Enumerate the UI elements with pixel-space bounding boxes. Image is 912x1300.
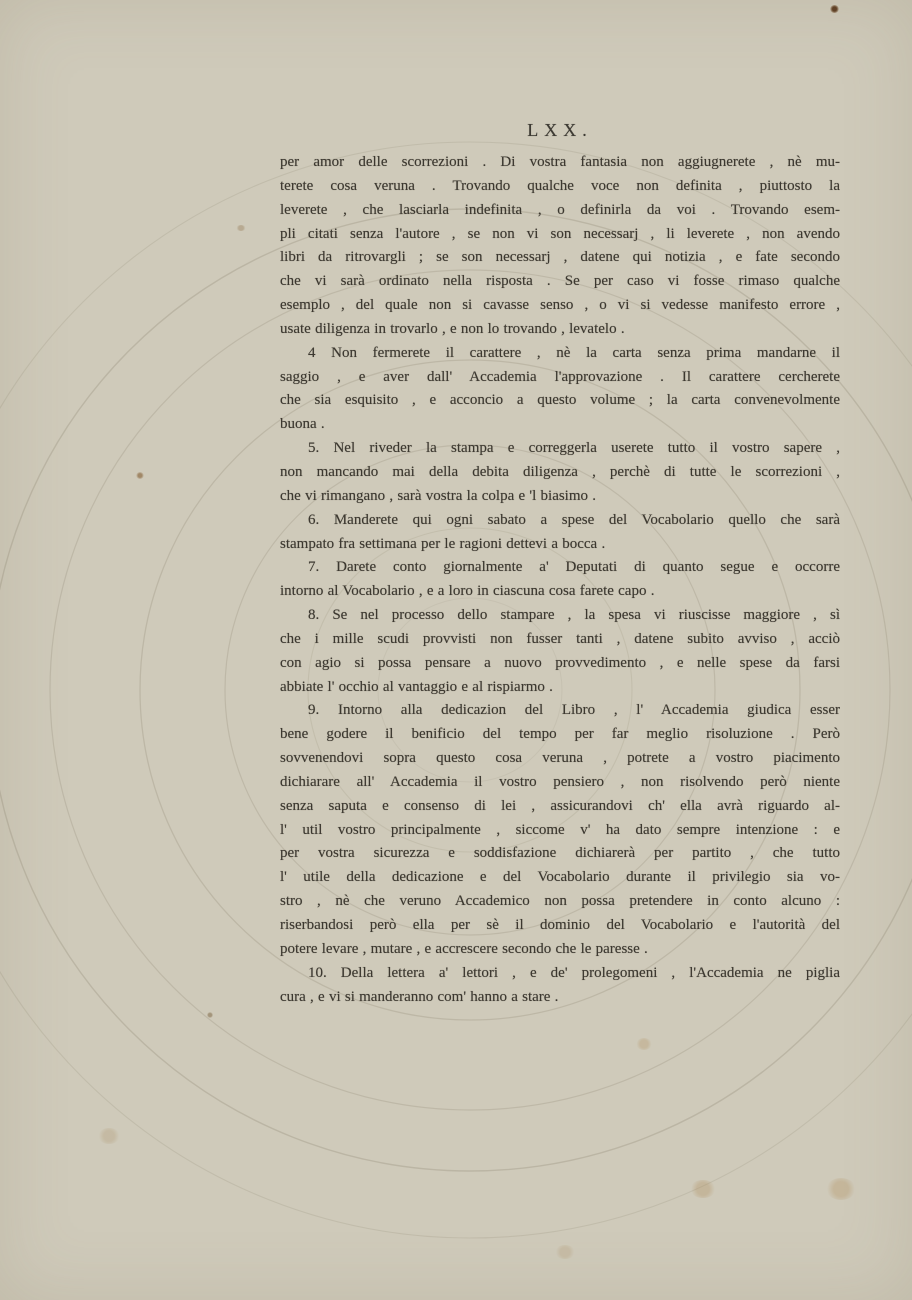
text-line: che sia esquisito , e acconcio a questo volume ; la carta convenevolmente — [280, 392, 840, 409]
text-line: abbiate l' occhio al vantaggio e al rispiarmo . — [280, 678, 553, 695]
text-line: l' util vostro principalmente , siccome v' ha dato sempre intenzione : e — [280, 821, 840, 838]
text-line: che vi sarà ordinato nella risposta . Se per caso vi fosse rimaso qualche — [280, 273, 840, 290]
text-line: intorno al Vocabolario , e a loro in ciascuna cosa farete capo . — [280, 583, 655, 600]
text-line: usate diligenza in trovarlo , e non lo trovando , levatelo . — [280, 320, 625, 337]
text-line: non mancando mai della debita diligenza , perchè di tutte le scorrezioni , — [280, 463, 840, 480]
text-line: saggio , e aver dall' Accademia l'approvazione . Il carattere cercherete — [280, 368, 840, 385]
text-line: leverete , che lasciarla indefinita , o definirla da voi . Trovando esem- — [280, 201, 840, 218]
paragraph — [280, 556, 840, 604]
text-line: che vi rimangano , sarà vostra la colpa e 'l biasimo . — [280, 487, 597, 504]
paragraph — [280, 604, 840, 699]
text-line: esemplo , del quale non si cavasse senso , o vi si vedesse manifesto errore , — [280, 297, 840, 314]
paragraph — [280, 342, 840, 437]
text-line: per vostra sicurezza e soddisfazione dichiarerà per partito , che tutto — [280, 845, 840, 862]
text-line: 7. Darete conto giornalmente a' Deputati di quanto segue e occorre — [308, 559, 840, 576]
text-line: per amor delle scorrezioni . Di vostra fantasia non aggiugnerete , nè mu- — [280, 154, 840, 170]
text-line: 8. Se nel processo dello stampare , la spesa vi riuscisse maggiore , sì — [308, 607, 840, 624]
text-line: senza saputa e consenso di lei , assicurandovi ch' ella avrà riguardo al- — [280, 797, 840, 814]
paragraph — [280, 699, 840, 961]
text-line: libri da ritrovargli ; se son necessarj , datene qui notizia , e fate secondo — [280, 249, 840, 266]
page-number: LXX. — [527, 120, 593, 140]
paragraph — [280, 509, 840, 557]
text-line: stro , nè che veruno Accademico non possa pretendere in conto alcuno : — [280, 893, 840, 910]
text-line: potere levare , mutare , e accrescere secondo che le paresse . — [280, 940, 648, 957]
text-line: con agio si possa pensare a nuovo provvedimento , e nelle spese da farsi — [280, 654, 840, 671]
text-line: sovvenendovi sopra questo cosa veruna , potrete a vostro piacimento — [280, 750, 840, 767]
paragraph — [280, 437, 840, 509]
text-block — [280, 151, 840, 1009]
paragraph — [280, 962, 840, 1010]
text-line: stampato fra settimana per le ragioni dettevi a bocca . — [280, 535, 606, 552]
text-line: riserbandosi però ella per sè il dominio del Vocabolario e l'autorità del — [280, 917, 840, 933]
text-line: pli citati senza l'autore , se non vi son necessarj , li leverete , non avendo — [280, 225, 840, 242]
text-line: buona . — [280, 416, 325, 433]
text-line: l' utile della dedicazione e del Vocabolario durante il privilegio sia vo- — [280, 869, 840, 886]
text-line: bene godere il benificio del tempo per far meglio risoluzione . Però — [280, 726, 840, 743]
text-line: cura , e vi si manderanno com' hanno a stare . — [280, 988, 559, 1005]
text-line: 5. Nel riveder la stampa e correggerla userete tutto il vostro sapere , — [308, 440, 840, 457]
text-line: 9. Intorno alla dedicazion del Libro , l' Accademia giudica esser — [308, 702, 840, 719]
text-line: dichiarare all' Accademia il vostro pensiero , non risolvendo però niente — [280, 773, 840, 790]
text-line: 4 Non fermerete il carattere , nè la carta senza prima mandarne il — [308, 344, 840, 361]
text-line: 10. Della lettera a' lettori , e de' prolegomeni , l'Accademia ne piglia — [308, 964, 840, 981]
text-line: che i mille scudi provvisti non fusser tanti , datene subito avviso , acciò — [280, 630, 840, 647]
paragraph — [280, 151, 840, 342]
text-line: 6. Manderete qui ogni sabato a spese del Vocabolario quello che sarà — [308, 511, 840, 528]
text-line: terete cosa veruna . Trovando qualche voce non definita , piuttosto la — [280, 177, 840, 194]
